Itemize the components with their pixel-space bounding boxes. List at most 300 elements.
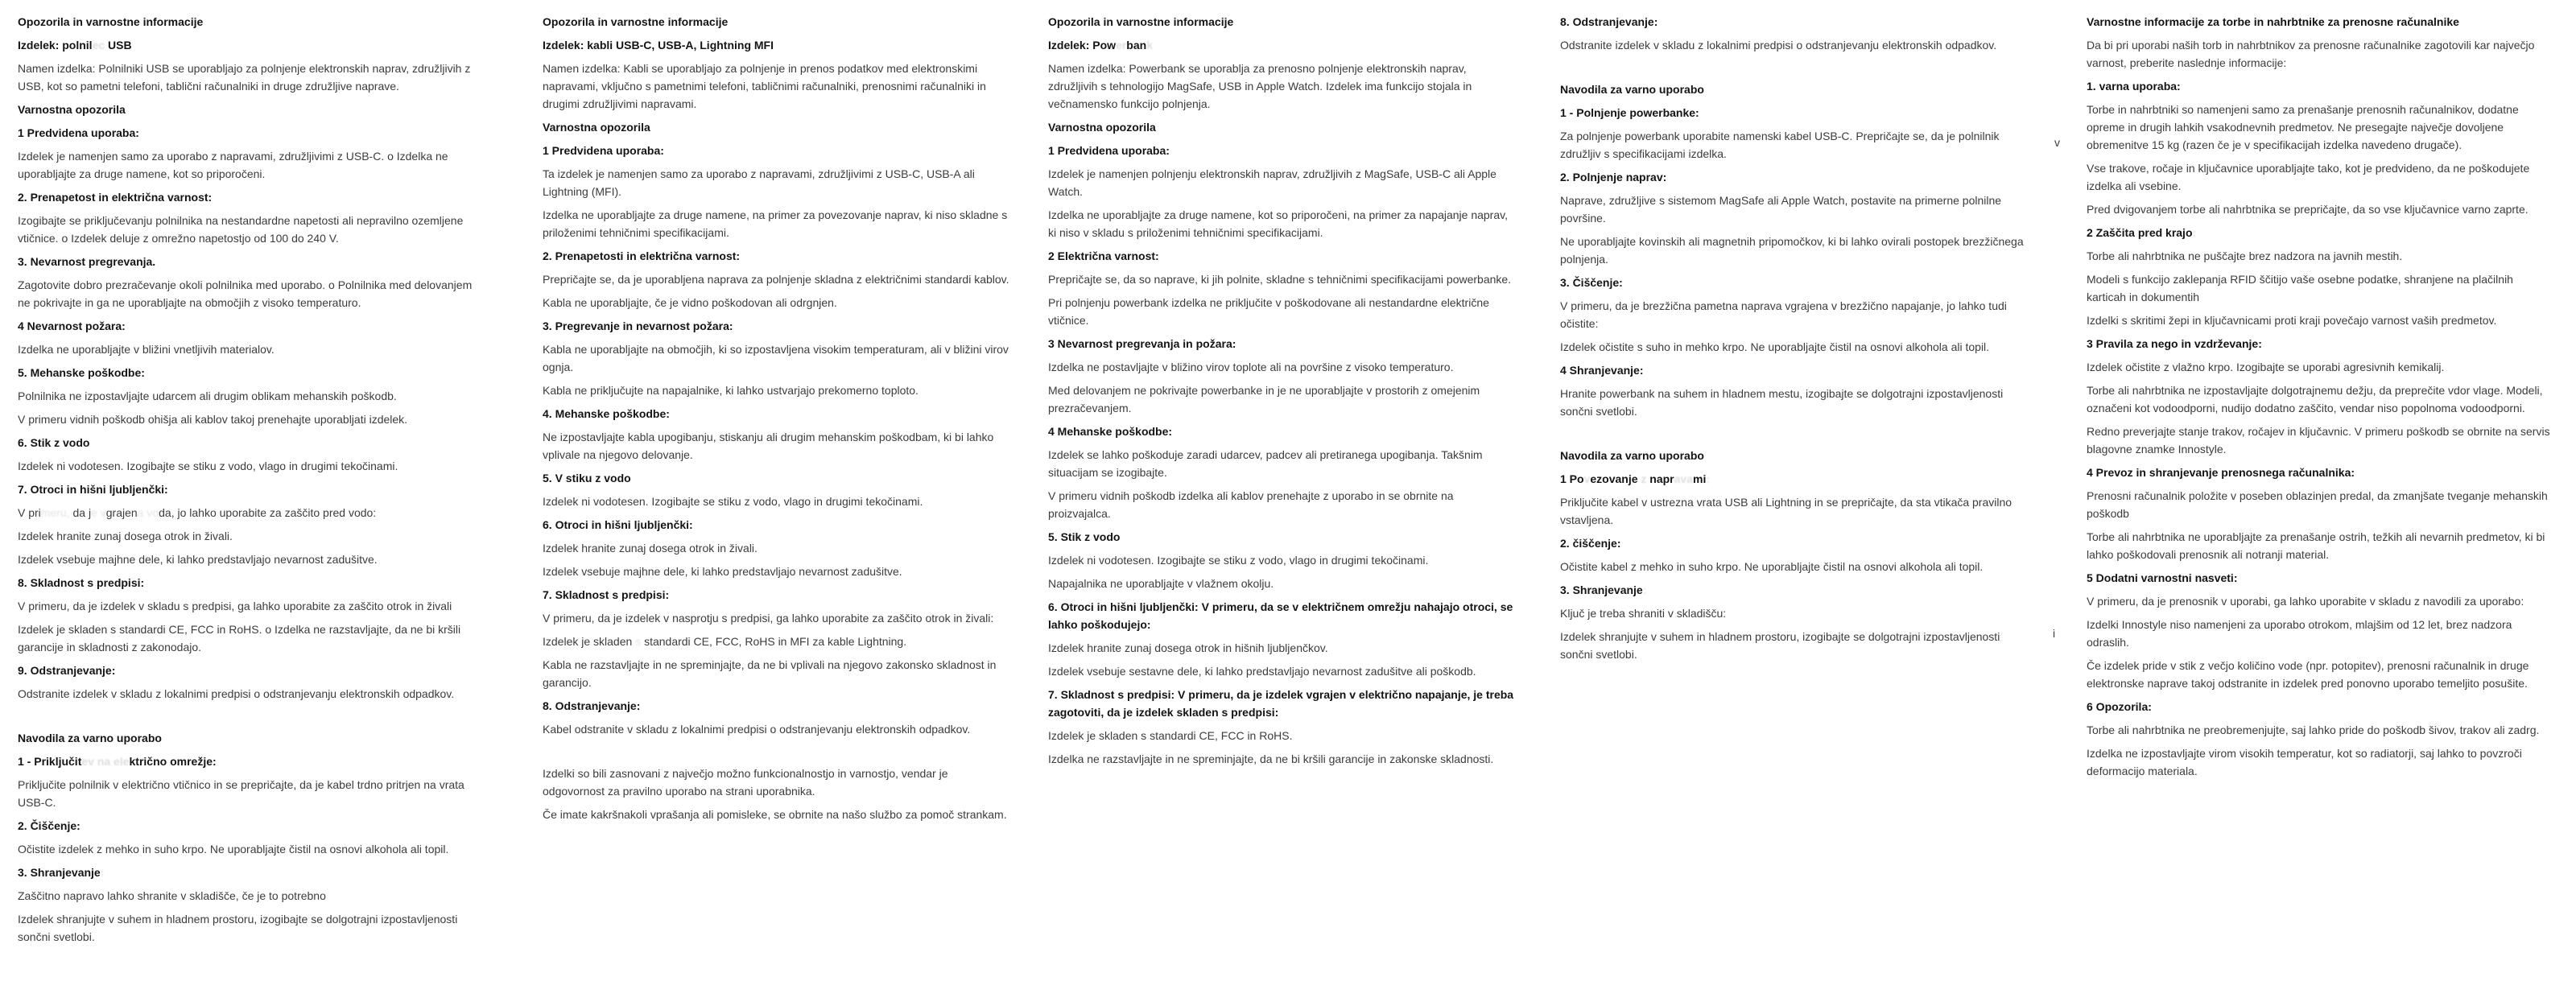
heading [1048,13,1517,31]
paragraph [18,527,486,545]
text-run: V primeru, da je prenosnik v uporabi, ga lahko uporabite v skladu z navodili za uporabo: [2087,595,2524,608]
text-run: ezovanje [1590,472,1641,485]
text-run: 1 - Priključit [18,755,82,768]
text-run: 2 Zaščita pred krajo [2087,226,2193,239]
heading [1560,80,2029,98]
paragraph [1048,727,1517,744]
column-usb-charger [18,13,486,951]
paragraph [1560,493,2029,529]
text-run: Izdelek: polnil [18,39,93,52]
heading [2087,464,2555,481]
text-run: Med delovanjem ne pokrivajte powerbanke in je ne uporabljajte v prostorih z omejenim prezračevanjem. [1048,384,1480,414]
text-run: Hranite powerbank na suhem in hladnem mestu, izogibajte se dolgotrajni izpostavljenosti sončni svetlobi. [1560,387,2004,418]
heading [1048,36,1517,54]
text-run: V primeru, da je izdelek v nasprotju s predpisi, ga lahko uporabite za zaščito otrok in živali: [543,612,994,625]
text-run: Izdelek hranite zunaj dosega otrok in živali. [18,530,233,542]
paragraph [1560,385,2029,420]
paragraph [18,597,486,615]
text-run: 2. čiščenje: [1560,537,1621,550]
text-run: Kabel odstranite v skladu z lokalnimi predpisi o odstranjevanju elektronskih odpadkov. [543,723,971,736]
paragraph [2087,200,2555,218]
text-run: Očistite izdelek z mehko in suho krpo. Ne uporabljajte čistil na osnovi alkohola ali topil. [18,843,449,856]
heading [1048,118,1517,136]
heading [1560,168,2029,186]
text-run: Izdelki Innostyle niso namenjeni za uporabo otrokom, mlajšim od 12 let, brez nadzora odraslih. [2087,618,2512,649]
paragraph [2087,423,2555,458]
paragraph [1560,127,2029,163]
paragraph [543,381,1011,399]
heading [18,124,486,142]
heading [1048,686,1517,721]
text-run: Kabla ne uporabljajte na območjih, ki so izpostavljena visokim temperaturam, ali v bližini virov ognja. [543,343,1009,373]
paragraph [2087,657,2555,692]
paragraph [18,910,486,946]
paragraph [2087,744,2555,780]
text-run: Odstranite izdelek v skladu z lokalnimi predpisi o odstranjevanju elektronskih odpadkov. [18,687,455,700]
text-run: 1. varna uporaba: [2087,80,2181,93]
text-run: Izdelka ne razstavljajte in ne spreminjajte, da ne bi kršili garancije in zakonske skladnosti. [1048,752,1494,765]
paragraph [1048,60,1517,113]
heading [1560,274,2029,291]
paragraph [18,457,486,475]
paragraph [18,387,486,405]
text-run: Modeli s funkcijo zaklepanja RFID ščitijo vaše osebne podatke, shranjene na plačilnih karticah in dokumentih [2087,273,2513,303]
smudged-text: z [1641,472,1647,485]
column-cables [543,13,1011,829]
smudged-text: ec [92,39,105,52]
text-run: 8. Skladnost s predpisi: [18,576,145,589]
heading [2087,698,2555,715]
paragraph [543,806,1011,823]
text-run: V primeru, da je brezžična pametna naprava vgrajena v brezžično napajanje, jo lahko tudi očistite: [1560,299,2007,330]
text-run: 3 Pravila za nego in vzdrževanje: [2087,337,2262,350]
heading [1560,447,2029,464]
stray-character: v [2054,136,2060,149]
heading [1560,581,2029,599]
text-run: Izdelek je skladen [543,635,636,648]
text-run: V primeru vidnih poškodb izdelka ali kablov prenehajte z uporabo in se obrnite na proizvajalca. [1048,489,1454,520]
paragraph [18,887,486,905]
text-run: Navodila za varno uporabo [18,732,162,744]
text-run: 2. Prenapetosti in električna varnost: [543,249,741,262]
heading [18,101,486,118]
text-run: Izdelek hranite zunaj dosega otrok in hišnih ljubljenčkov. [1048,641,1328,654]
text-run: Za polnjenje powerbank uporabite namenski kabel USB-C. Prepričajte se, da je polnilnik združljiv s specifikacijami izdelka. [1560,130,2000,160]
heading [18,662,486,679]
heading [1048,335,1517,353]
heading [543,13,1011,31]
text-run: 8. Odstranjevanje: [1560,15,1658,28]
heading [1560,534,2029,552]
text-run: Izdelek vsebuje majhne dele, ki lahko predstavljajo nevarnost zadušitve. [543,565,902,578]
text-run: 1 Predvidena uporaba: [1048,144,1170,157]
paragraph [543,609,1011,627]
paragraph [1048,487,1517,522]
heading [1560,104,2029,122]
text-run: Izdelek shranjujte v suhem in hladnem prostoru, izogibajte se dolgotrajni izpostavljenosti sončni svetlobi. [18,913,458,943]
smudged-text: : [1642,583,1647,596]
heading [18,434,486,451]
text-run: Izdelki so bili zasnovani z največjo možno funkcionalnostjo in varnostjo, vendar je odgovornost za pravilno uporabo na strani uporabnika. [543,767,948,798]
paragraph [1048,294,1517,329]
paragraph [543,294,1011,311]
text-run: 6. Stik z vodo [18,436,90,449]
text-run: Kabla ne priključujte na napajalnike, ki lahko ustvarjajo prekomerno toploto. [543,384,919,397]
paragraph [18,504,486,522]
text-run: mi [1693,472,1707,485]
paragraph [1560,338,2029,356]
text-run: Če izdelek pride v stik z večjo količino vode (npr. potopitev), prenosni računalnik in druge elektronske naprave takoj odstranite in izdelek pred ponovno uporabo temeljito posušite. [2087,659,2529,690]
text-run: Torbe ali nahrbtnika ne preobremenjujte, saj lahko pride do poškodb šivov, trakov ali zadrg. [2087,724,2540,736]
smudged-text: v [1583,472,1591,485]
paragraph [543,656,1011,691]
text-run: 3 Nevarnost pregrevanja in požara: [1048,337,1236,350]
heading [543,469,1011,487]
paragraph [2087,101,2555,154]
paragraph [543,563,1011,580]
paragraph [1560,297,2029,332]
heading [2087,335,2555,353]
text-run: 1 Po [1560,472,1584,485]
smudged-text: er [1116,39,1127,52]
paragraph [543,60,1011,113]
text-run: 3. Čiščenje: [1560,276,1623,289]
paragraph [1048,270,1517,288]
heading [543,516,1011,534]
heading [18,864,486,881]
text-run: Izdelka ne uporabljajte v bližini vnetljivih materialov. [18,343,275,356]
text-run: Vse trakove, ročaje in ključavnice uporabljajte tako, kot je predvideno, da ne poškodujete izdelka ali vsebine. [2087,162,2530,192]
text-run: Izdelek hranite zunaj dosega otrok in živali. [543,542,758,555]
paragraph [18,776,486,811]
text-run: 4 Nevarnost požara: [18,320,126,332]
smudged-text: : [1706,472,1711,485]
text-run: 3. Pregrevanje in nevarnost požara: [543,320,733,332]
heading [2087,224,2555,241]
text-run: Namen izdelka: Powerbank se uporablja za prenosno polnjenje elektronskih naprav, združljivih s tehnologijo MagSafe, USB in Apple Watch. Izdelek ima funkcijo stojala in večnamensko funkcijo polnjenja. [1048,62,1472,110]
spacer [1560,426,2029,447]
heading [543,36,1011,54]
text-run: Namen izdelka: Polnilniki USB se uporabljajo za polnjenje elektronskih naprav, združljivih z USB, kot so pametni telefoni, tablični računalniki in druge združljive naprave. [18,62,471,93]
paragraph [1560,558,2029,575]
text-run: Izdelki s skritimi žepi in ključavnicami proti kraji povečajo varnost vaših predmetov. [2087,314,2497,327]
paragraph [1048,551,1517,569]
paragraph [2087,487,2555,522]
text-run: Izdelek ni vodotesen. Izogibajte se stiku z vodo, vlago in drugimi tekočinami. [1048,554,1429,567]
heading [543,405,1011,423]
paragraph [18,147,486,183]
paragraph [2087,381,2555,417]
text-run: Kabla ne razstavljajte in ne spreminjajte, da ne bi vplivali na njegovo zakonsko skladnost in garancijo. [543,658,997,689]
text-run: Izdelek očistite s suho in mehko krpo. Ne uporabljajte čistil na osnovi alkohola ali topil. [1560,340,1990,353]
paragraph [2087,721,2555,739]
text-run: Izdelek ni vodotesen. Izogibajte se stiku z vodo, vlago in drugimi tekočinami. [18,460,398,472]
text-run: 4. Mehanske poškodbe: [543,407,670,420]
text-run: Kabla ne uporabljajte, če je vidno poškodovan ali odrgnjen. [543,296,837,309]
text-run: Prepričajte se, da je uporabljena naprava za polnjenje skladna z električnimi standardi kablov. [543,273,1009,286]
text-run: Opozorila in varnostne informacije [543,15,729,28]
paragraph [543,340,1011,376]
paragraph [1048,358,1517,376]
paragraph [18,550,486,568]
column-powerbank-instructions [1560,13,2029,669]
text-run: Opozorila in varnostne informacije [1048,15,1234,28]
heading [18,317,486,335]
text-run: 8. Odstranjevanje: [543,699,641,712]
paragraph [18,621,486,656]
text-run: ban [1126,39,1147,52]
heading [18,574,486,592]
smudged-text: e v [91,506,106,519]
paragraph [1048,750,1517,768]
paragraph [18,340,486,358]
text-run: Izdelka ne postavljajte v bližino virov toplote ali na površine z visoko temperaturo. [1048,361,1454,373]
heading [1048,528,1517,546]
column-laptop-bags [2087,13,2555,785]
heading [18,13,486,31]
text-run: da, jo lahko uporabite za zaščito pred vodo: [159,506,377,519]
text-run: 4 Mehanske poškodbe: [1048,425,1173,438]
text-run: 2 Električna varnost: [1048,249,1159,262]
heading [2087,13,2555,31]
text-run: 9. Odstranjevanje: [18,664,116,677]
text-run: 3. Shranjevanje [18,866,101,879]
text-run: 5 Dodatni varnostni nasveti: [2087,571,2238,584]
paragraph [18,212,486,247]
paragraph [2087,616,2555,651]
text-run: 6. Otroci in hišni ljubljenčki: V primeru, da se v električnem omrežju nahajajo otroci, se lahko poškodujejo: [1048,600,1513,631]
text-run: 3. Nevarnost pregrevanja. [18,255,156,268]
text-run: napr [1646,472,1674,485]
paragraph [543,206,1011,241]
text-run: Izdelek vsebuje majhne dele, ki lahko predstavljajo nevarnost zadušitve. [18,553,378,566]
paragraph [1048,662,1517,680]
paragraph [1048,165,1517,200]
paragraph [1560,628,2029,663]
paragraph [2087,159,2555,195]
text-run: 7. Skladnost s predpisi: V primeru, da je izdelek vgrajen v električno napajanje, je treba zagotoviti, da je izdelek skladen s predpisi: [1048,688,1514,719]
paragraph [1048,446,1517,481]
text-run: 2. Prenapetost in električna varnost: [18,191,213,204]
paragraph [1560,36,2029,54]
heading [1048,142,1517,159]
text-run: Priključite kabel v ustrezna vrata USB ali Lightning in se prepričajte, da sta vtikača pravilno vstavljena. [1560,496,2013,526]
paragraph [18,276,486,311]
text-run: Ne izpostavljajte kabla upogibanju, stiskanju ali drugim mehanskim poškodbam, ki bi lahko vplivale na njegovo delovanje. [543,431,994,461]
text-run: Zaščitno napravo lahko shranite v skladišče, če je to potrebno [18,889,326,902]
text-run: 5. Mehanske poškodbe: [18,366,145,379]
text-run: Varnostne informacije za torbe in nahrbtnike za prenosne računalnike [2087,15,2459,28]
paragraph [543,270,1011,288]
text-run: Prepričajte se, da so naprave, ki jih polnite, skladne s tehničnimi specifikacijami powerbanke. [1048,273,1512,286]
paragraph [1560,233,2029,268]
text-run: 6 Opozorila: [2087,700,2152,713]
text-run: Prenosni računalnik položite v poseben oblazinjen predal, da zmanjšate tveganje mehanskih poškodb [2087,489,2548,520]
heading [18,253,486,270]
text-run: Izdelka ne izpostavljajte virom visokih temperatur, kot so radiatorji, saj lahko to povzroči deformacijo materiala. [2087,747,2522,777]
heading [543,247,1011,265]
heading [1560,470,2029,488]
text-run: 5. Stik z vodo [1048,530,1121,543]
smudged-text: meru, [40,506,73,519]
heading [18,480,486,498]
smudged-text: k [1146,39,1153,52]
text-run: 6. Otroci in hišni ljubljenčki: [543,518,693,531]
paragraph [1560,192,2029,227]
text-run: Torbe in nahrbtniki so namenjeni samo za prenašanje prenosnih računalnikov, dodatne opreme in drugih lahkih vsakodnevnih predmetov. Ne presegajte največje dovoljene obremenitve 15 kg (razen če je v specifikacijah izdelka navedeno drugače). [2087,103,2519,151]
text-run: 3. Shranjevanje [1560,583,1643,596]
smudged-text: ev na ele [81,755,130,768]
text-run: Torbe ali nahrbtnika ne uporabljajte za prenašanje ostrih, težkih ali nevarnih predmetov, ki bi lahko poškodovali prenosnik ali notranji material. [2087,530,2545,561]
paragraph [1048,639,1517,657]
text-run: Ključ je treba shraniti v skladišču: [1560,607,1727,620]
text-run: V primeru vidnih poškodb ohišja ali kablov takoj prenehajte uporabljati izdelek. [18,413,408,426]
stray-character: i [2053,627,2056,640]
text-run: ktrično omrežje: [129,755,217,768]
text-run: da j [72,506,92,519]
paragraph [2087,36,2555,72]
text-run: 1 - Polnjenje powerbanke: [1560,106,1699,119]
text-run: Navodila za varno uporabo [1560,449,1704,462]
paragraph [2087,358,2555,376]
smudged-text: : [2192,226,2197,239]
heading [1048,247,1517,265]
text-run: 7. Skladnost s predpisi: [543,588,670,601]
text-run: Če imate kakršnakoli vprašanja ali pomisleke, se obrnite na našo službo za pomoč strankam. [543,808,1007,821]
heading [18,752,486,770]
text-run: Varnostna opozorila [18,103,126,116]
heading [2087,77,2555,95]
text-run: Izdelek je namenjen samo za uporabo z napravami, združljivimi z USB-C. o Izdelka ne uporabljajte za druge namene, kot so priporočeni. [18,150,448,180]
smudged-text: : [100,866,105,879]
text-run: Odstranite izdelek v skladu z lokalnimi predpisi o odstranjevanju elektronskih odpadkov. [1560,39,1997,52]
smudged-text: a vo [137,506,159,519]
text-run: Pred dvigovanjem torbe ali nahrbtnika se prepričajte, da so vse ključavnice varno zaprte. [2087,203,2529,216]
text-run: V pri [18,506,41,519]
text-run: Očistite kabel z mehko in suho krpo. Ne uporabljajte čistil na osnovi alkohola ali topil. [1560,560,1984,573]
smudged-text: s [635,635,642,648]
paragraph [2087,247,2555,265]
heading [1560,13,2029,31]
text-run: Izogibajte se priključevanju polnilnika na nestandardne napetosti ali nepravilno ozemljene vtičnice. o Izdelek deluje z omrežno napetostjo od 100 do 240 V. [18,214,464,245]
text-run: Izdelek je skladen s standardi CE, FCC in RoHS. [1048,729,1293,742]
text-run: 7. Otroci in hišni ljubljenčki: [18,483,168,496]
text-run: Izdelka ne uporabljajte za druge namene, na primer za povezovanje naprav, ki niso skladne s priloženimi tehničnimi specifikacijami. [543,208,1008,239]
text-run: 2. Čiščenje: [18,819,80,832]
text-run: 2. Polnjenje naprav: [1560,171,1667,183]
heading [18,188,486,206]
paragraph [2087,592,2555,610]
text-run: Izdelek shranjujte v suhem in hladnem prostoru, izogibajte se dolgotrajni izpostavljenosti sončni svetlobi. [1560,630,2000,661]
paragraph [543,633,1011,650]
text-run: Opozorila in varnostne informacije [18,15,204,28]
heading [2087,569,2555,587]
text-run: 4 Prevoz in shranjevanje prenosnega računalnika: [2087,466,2355,479]
text-run: Izdelek: Pow [1048,39,1117,52]
text-run: Izdelek: kabli USB-C, USB-A, Lightning MFI [543,39,774,52]
text-run: 1 Predvidena uporaba: [543,144,664,157]
heading [1560,361,2029,379]
text-run: Torbe ali nahrbtnika ne izpostavljajte dolgotrajnemu dežju, da preprečite vdor vlage. Modeli, označeni kot vodoodporni, nudijo dodatno zaščito, vendar niso popolnoma vodoodporni. [2087,384,2543,414]
text-run: Izdelek je skladen s standardi CE, FCC in RoHS. o Izdelka ne razstavljajte, da ne bi kršili garancije in skladnosti z zakonodajo. [18,623,461,653]
paragraph [2087,528,2555,563]
text-run: 5. V stiku z vodo [543,472,631,484]
paragraph [543,493,1011,510]
smudged-text: ava [1674,472,1693,485]
text-run: grajen [105,506,138,519]
text-run: Napajalnika ne uporabljajte v vlažnem okolju. [1048,577,1274,590]
paragraph [1048,381,1517,417]
paragraph [543,765,1011,800]
heading [543,317,1011,335]
text-run: Redno preverjajte stanje trakov, ročajev in ključavnic. V primeru poškodb se obrnite na servis blagovne znamke Innostyle. [2087,425,2550,456]
paragraph [18,410,486,428]
text-run: Izdelek vsebuje sestavne dele, ki lahko predstavljajo nevarnost zadušitve ali poškodb. [1048,665,1476,678]
heading [18,364,486,381]
text-run: Izdelek očistite z vlažno krpo. Izogibajte se uporabi agresivnih kemikalij. [2087,361,2445,373]
paragraph [2087,311,2555,329]
heading [18,36,486,54]
paragraph [543,720,1011,738]
text-run: standardi CE, FCC, RoHS in MFI za kable Lightning. [641,635,907,648]
text-run: Varnostna opozorila [543,121,650,134]
text-run: Zagotovite dobro prezračevanje okoli polnilnika med uporabo. o Polnilnika med delovanjem ne pokrivajte in ga ne uporabljajte na območjih z visoko temperaturo. [18,278,473,309]
paragraph [1048,206,1517,241]
paragraph [543,428,1011,464]
text-run: Priključite polnilnik v električno vtičnico in se prepričajte, da je kabel trdno pritrjen na vrata USB-C. [18,778,464,809]
text-run: 4 Shranjevanje: [1560,364,1644,377]
text-run: Polnilnika ne izpostavljajte udarcem ali drugim oblikam mehanskih poškodb. [18,390,397,402]
text-run: Namen izdelka: Kabli se uporabljajo za polnjenje in prenos podatkov med elektronskimi napravami, vključno s pametnimi telefoni, tabličnimi računalniki, prenosnimi računalniki in drugimi združljivimi napravami. [543,62,986,110]
text-run: Pri polnjenju powerbank izdelka ne priključite v poškodovane ali nestandardne električne vtičnice. [1048,296,1489,327]
text-run: Naprave, združljive s sistemom MagSafe ali Apple Watch, postavite na primerne polnilne površine. [1560,194,2002,225]
text-run: Ta izdelek je namenjen samo za uporabo z napravami, združljivimi z USB-C, USB-A ali Lightning (MFI). [543,167,975,198]
text-run: Da bi pri uporabi naših torb in nahrbtnikov za prenosne računalnike zagotovili kar največjo varnost, preberite naslednje informacije: [2087,39,2535,69]
text-run: Varnostna opozorila [1048,121,1156,134]
text-run: Izdelek ni vodotesen. Izogibajte se stiku z vodo, vlago in drugimi tekočinami. [543,495,923,508]
spacer [18,708,486,729]
heading [1048,423,1517,440]
paragraph [18,840,486,858]
text-run: Izdelek je namenjen polnjenju elektronskih naprav, združljivih z MagSafe, USB-C ali Apple Watch. [1048,167,1496,198]
heading [543,142,1011,159]
text-run: Torbe ali nahrbtnika ne puščajte brez nadzora na javnih mestih. [2087,249,2403,262]
spacer [1560,60,2029,80]
paragraph [1048,575,1517,592]
heading [18,729,486,747]
paragraph [543,539,1011,557]
text-run: Navodila za varno uporabo [1560,83,1704,96]
text-run: Ne uporabljajte kovinskih ali magnetnih pripomočkov, ki bi lahko ovirali postopek brezžičnega polnjenja. [1560,235,2024,266]
heading [1048,598,1517,633]
heading [543,586,1011,604]
text-run: Izdelek se lahko poškoduje zaradi udarcev, padcev ali pretiranega upogibanja. Takšnim situacijam se izogibajte. [1048,448,1483,479]
paragraph [1560,604,2029,622]
column-powerbank [1048,13,1517,773]
heading [18,817,486,835]
text-run: Izdelka ne uporabljajte za druge namene, kot so priporočeni, na primer za napajanje naprav, ki niso v skladu s priloženimi tehničnimi specifikacijami. [1048,208,1508,239]
text-run: USB [105,39,132,52]
paragraph [18,685,486,703]
heading [543,697,1011,715]
heading [543,118,1011,136]
text-run: 1 Predvidena uporaba: [18,126,139,139]
spacer [543,744,1011,765]
text-run: V primeru, da je izdelek v skladu s predpisi, ga lahko uporabite za zaščito otrok in živali [18,600,452,612]
paragraph [2087,270,2555,306]
paragraph [543,165,1011,200]
paragraph [18,60,486,95]
